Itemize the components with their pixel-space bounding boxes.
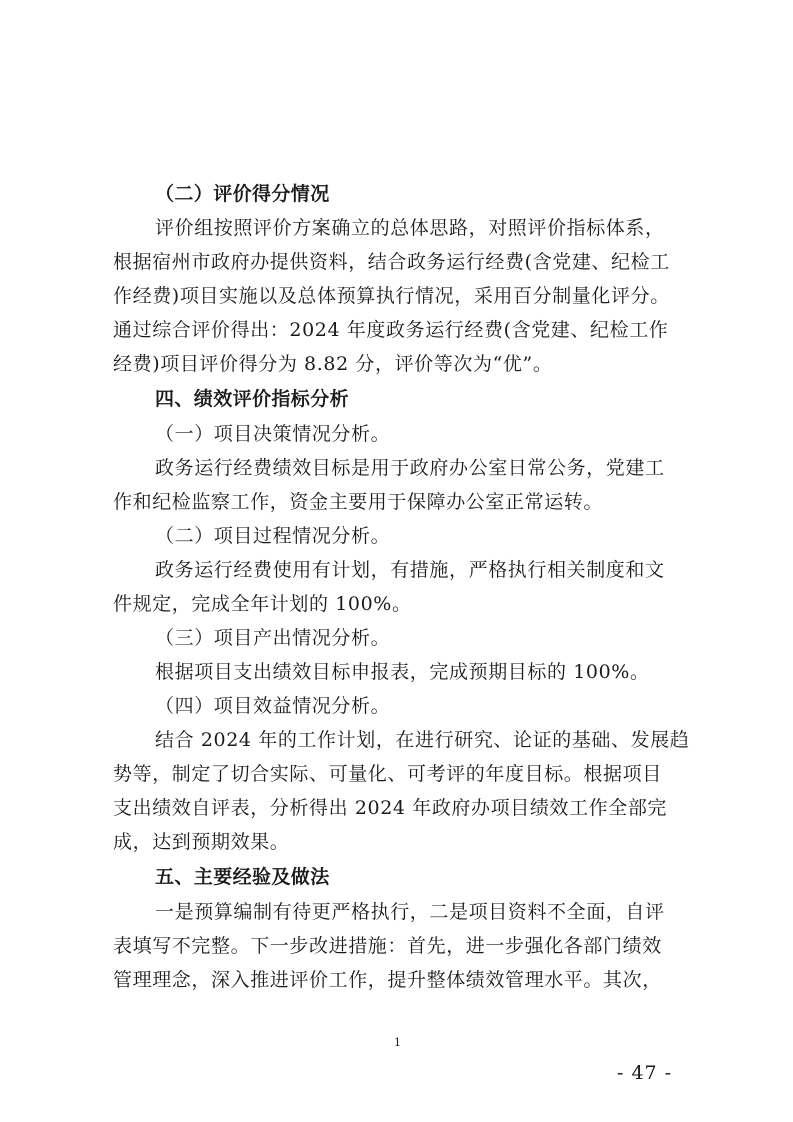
subsection-heading: （四）项目效益情况分析。 <box>155 695 391 717</box>
paragraph-line: 经费)项目评价得分为 8.82 分，评价等次为“优”。 <box>113 353 553 375</box>
paragraph-line: 支出绩效自评表，分析得出 2024 年政府办项目绩效工作全部完 <box>113 797 668 819</box>
paragraph-line: 通过综合评价得出：2024 年度政务运行经费(含党建、纪检工作 <box>113 319 669 341</box>
paragraph-line: 表填写不完整。下一步改进措施：首先，进一步强化各部门绩效 <box>113 935 662 957</box>
subsection-heading: （二）项目过程情况分析。 <box>155 525 391 547</box>
paragraph-line: 政务运行经费使用有计划，有措施，严格执行相关制度和文 <box>155 559 665 581</box>
subsection-heading: （一）项目决策情况分析。 <box>155 423 391 445</box>
paragraph-line: 结合 2024 年的工作计划，在进行研究、论证的基础、发展趋 <box>155 729 690 751</box>
paragraph-line: 作经费)项目实施以及总体预算执行情况，采用百分制量化评分。 <box>113 285 670 307</box>
section-heading-indicator-analysis: 四、绩效评价指标分析 <box>155 388 350 410</box>
paragraph-line: 评价组按照评价方案确立的总体思路，对照评价指标体系， <box>155 217 665 239</box>
paragraph-line: 根据项目支出绩效目标申报表，完成预期目标的 100%。 <box>155 661 650 683</box>
paragraph-line: 一是预算编制有待更严格执行，二是项目资料不全面，自评 <box>155 901 665 923</box>
section-heading-experience: 五、主要经验及做法 <box>155 866 330 888</box>
paragraph-line: 件规定，完成全年计划的 100%。 <box>113 593 412 615</box>
page-number: - 47 - <box>617 1062 673 1084</box>
paragraph-line: 作和纪检监察工作，资金主要用于保障办公室正常运转。 <box>113 491 604 513</box>
paragraph-line: 管理理念，深入推进评价工作，提升整体绩效管理水平。其次， <box>113 969 662 991</box>
subsection-heading: （三）项目产出情况分析。 <box>155 627 391 649</box>
paragraph-line: 根据宿州市政府办提供资料，结合政务运行经费(含党建、纪检工 <box>113 251 670 273</box>
paragraph-line: 成，达到预期效果。 <box>113 831 290 853</box>
paragraph-line: 政务运行经费绩效目标是用于政府办公室日常公务，党建工 <box>155 457 665 479</box>
paragraph-line: 势等，制定了切合实际、可量化、可考评的年度目标。根据项目 <box>113 763 662 785</box>
inner-page-number: 1 <box>394 1036 401 1049</box>
section-heading-scoring: （二）评价得分情况 <box>155 183 330 205</box>
